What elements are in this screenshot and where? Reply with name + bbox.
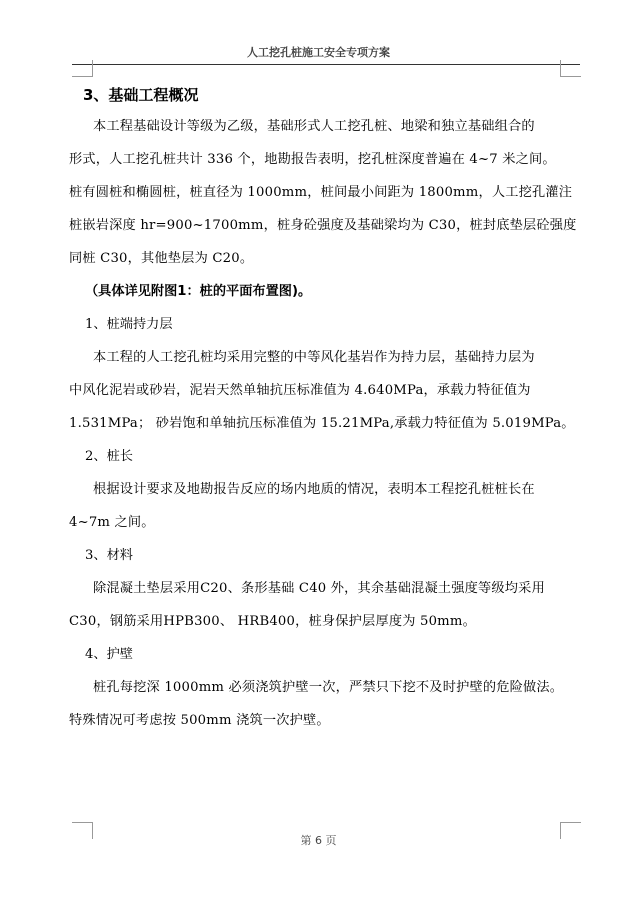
subsection-heading: 1、桩端持力层 (85, 317, 173, 332)
paragraph-line: 中风化泥岩或砂岩，泥岩天然单轴抗压标准值为 4.640MPa，承载力特征值为 (69, 383, 531, 398)
paragraph-line: 特殊情况可考虑按 500mm 浇筑一次护壁。 (69, 713, 330, 728)
paragraph-line: 桩孔每挖深 1000mm 必须浇筑护壁一次，严禁只下挖不及时护壁的危险做法。 (93, 680, 564, 695)
paragraph-line: 根据设计要求及地勘报告反应的场内地质的情况，表明本工程挖孔桩桩长在 (93, 482, 535, 497)
paragraph-line: 本工程的人工挖孔桩均采用完整的中等风化基岩作为持力层，基础持力层为 (93, 350, 535, 365)
subsection-heading: 2、桩长 (85, 449, 133, 464)
page-number: 第 6 页 (300, 834, 337, 847)
paragraph-line: 除混凝土垫层采用C20、条形基础 C40 外，其余基础混凝土强度等级均采用 (93, 581, 545, 596)
crop-mark-top-right (560, 60, 581, 77)
paragraph-line: 桩有圆桩和椭圆桩，桩直径为 1000mm，桩间最小间距为 1800mm，人工挖孔灌注 (69, 185, 573, 200)
document-body (69, 80, 581, 737)
paragraph-line: 形式，人工挖孔桩共计 336 个，地勘报告表明，挖孔桩深度普遍在 4~7 米之间。 (69, 152, 556, 167)
subsection-heading: 3、材料 (85, 548, 133, 563)
subsection-heading: 4、护壁 (85, 647, 133, 662)
paragraph-line: C30，钢筋采用HPB300、 HRB400，桩身保护层厚度为 50mm。 (69, 614, 476, 629)
paragraph-line: 同桩 C30，其他垫层为 C20。 (69, 251, 254, 266)
running-header: 人工挖孔桩施工安全专项方案 (247, 46, 390, 59)
section-title: 3、基础工程概况 (83, 86, 199, 104)
figure-reference-note: （具体详见附图1：桩的平面布置图)。 (85, 284, 312, 299)
paragraph-line: 4~7m 之间。 (69, 515, 155, 530)
header-rule (72, 64, 580, 65)
paragraph-line: 1.531MPa； 砂岩饱和单轴抗压标准值为 15.21MPa,承载力特征值为 5.019MPa。 (69, 416, 575, 431)
crop-mark-top-left (72, 60, 93, 77)
paragraph-line: 桩嵌岩深度 hr=900~1700mm，桩身砼强度及基础梁均为 C30，桩封底垫层砼强度 (69, 218, 577, 233)
paragraph-line: 本工程基础设计等级为乙级，基础形式人工挖孔桩、地梁和独立基础组合的 (93, 119, 535, 134)
